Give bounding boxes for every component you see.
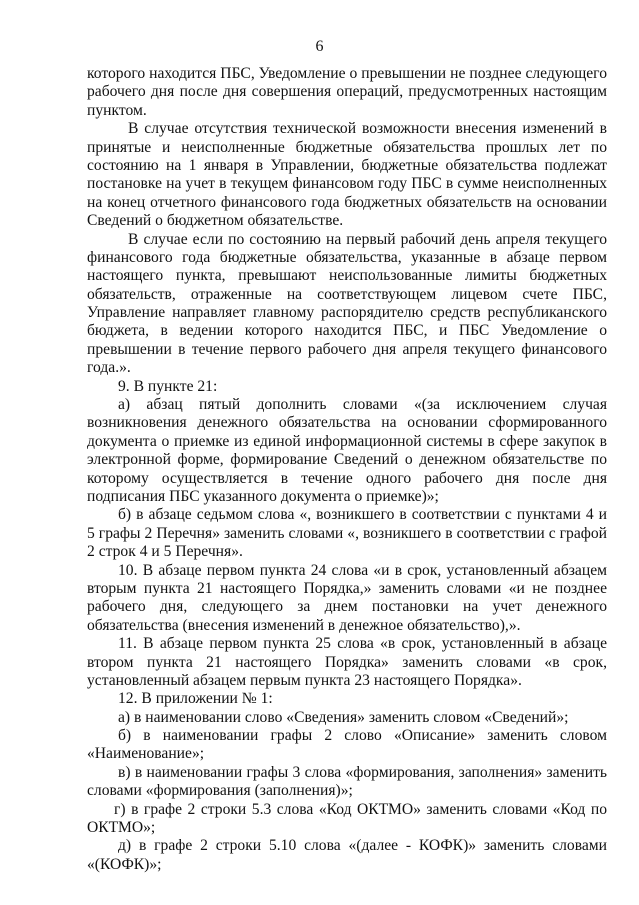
text-line: Сведений о бюджетном обязательстве. bbox=[87, 212, 344, 230]
text-line: настоящего пункта, превышают неиспользованные лимиты бюджетных bbox=[87, 267, 607, 285]
text-line: рабочего дня, следующего за днем постановки на учет денежного bbox=[87, 598, 607, 616]
text-line: 9. В пункте 21: bbox=[118, 377, 218, 395]
page-number: 6 bbox=[315, 38, 324, 55]
text-line: а) абзац пятый дополнить словами «(за исключением случая bbox=[118, 396, 607, 414]
text-line: В случае отсутствия технической возможности внесения изменений в bbox=[128, 120, 607, 138]
text-line: которому осуществляется в течение одного рабочего дня после дня bbox=[87, 469, 607, 487]
text-line: возникновения денежного обязательства на основании сформированного bbox=[87, 414, 607, 432]
text-line: а) в наименовании слово «Сведения» заменить словом «Сведений»; bbox=[118, 708, 569, 726]
text-line: которого находится ПБС, Уведомление о превышении не позднее следующего bbox=[87, 65, 607, 82]
text-line: превышении в течение первого рабочего дня апреля текущего финансового bbox=[87, 340, 607, 358]
text-line: в) в наименовании графы 3 слова «формирования, заполнения» заменить bbox=[118, 763, 607, 781]
text-line: «(КОФК)»; bbox=[87, 855, 162, 873]
text-line: ОКТМО»; bbox=[87, 819, 156, 837]
text-line: 12. В приложении № 1: bbox=[118, 690, 273, 708]
text-line: «Наименование»; bbox=[87, 745, 205, 763]
text-line: 11. В абзаце первом пункта 25 слова «в срок, установленный в абзаце bbox=[118, 635, 607, 653]
text-line: В случае если по состоянию на первый рабочий день апреля текущего bbox=[128, 230, 607, 248]
text-line: обязательств, отраженные на соответствующем лицевом счете ПБС, bbox=[87, 285, 607, 303]
text-line: словами «формирования (заполнения)»; bbox=[87, 782, 353, 800]
text-line: на конец отчетного финансового года бюджетных обязательств на основании bbox=[87, 193, 607, 211]
text-line: 2 строк 4 и 5 Перечня». bbox=[87, 543, 243, 561]
text-line: обязательства (внесения изменений в денежное обязательство),». bbox=[87, 616, 521, 634]
text-line: финансового года бюджетные обязательства, указанные в абзаце первом bbox=[87, 248, 607, 266]
document-body bbox=[87, 65, 607, 874]
text-line: документа о приемке из единой информационной системы в сфере закупок в bbox=[87, 432, 607, 450]
text-line: вторым пункта 21 настоящего Порядка,» заменить словами «и не позднее bbox=[87, 579, 607, 597]
text-line: б) в абзаце седьмом слова «, возникшего в соответствии с пунктами 4 и bbox=[118, 506, 607, 524]
text-line: принятые и неисполненные бюджетные обязательства прошлых лет по bbox=[87, 138, 607, 156]
text-line: подписания ПБС указанного документа о приемке)»; bbox=[87, 487, 439, 505]
text-line: электронной форме, формирование Сведений о денежном обязательстве по bbox=[87, 451, 607, 469]
text-line: постановке на учет в текущем финансовом году ПБС в сумме неисполненных bbox=[87, 175, 607, 193]
text-line: 10. В абзаце первом пункта 24 слова «и в срок, установленный абзацем bbox=[118, 561, 607, 579]
text-line: года.». bbox=[87, 359, 131, 377]
text-line: состоянию на 1 января в Управлении, бюджетные обязательства подлежат bbox=[87, 156, 607, 174]
text-line: втором пункта 21 настоящего Порядка» заменить словами «в срок, bbox=[87, 653, 607, 671]
text-line: бюджета, в ведении которого находится ПБС, и ПБС Уведомление о bbox=[87, 322, 607, 340]
text-line: г) в графе 2 строки 5.3 слова «Код ОКТМО» заменить словами «Код по bbox=[114, 800, 607, 818]
text-line: установленный абзацем первым пункта 23 настоящего Порядка». bbox=[87, 671, 522, 689]
text-line: пунктом. bbox=[87, 101, 147, 119]
text-line: 5 графы 2 Перечня» заменить словами «, возникшего в соответствии с графой bbox=[87, 524, 607, 542]
text-line: Управление направляет главному распорядителю средств республиканского bbox=[87, 304, 607, 322]
text-line: д) в графе 2 строки 5.10 слова «(далее - КОФК)» заменить словами bbox=[118, 837, 607, 855]
text-line: рабочего дня после дня совершения операций, предусмотренных настоящим bbox=[87, 83, 607, 101]
text-line: б) в наименовании графы 2 слово «Описание» заменить словом bbox=[118, 727, 607, 745]
